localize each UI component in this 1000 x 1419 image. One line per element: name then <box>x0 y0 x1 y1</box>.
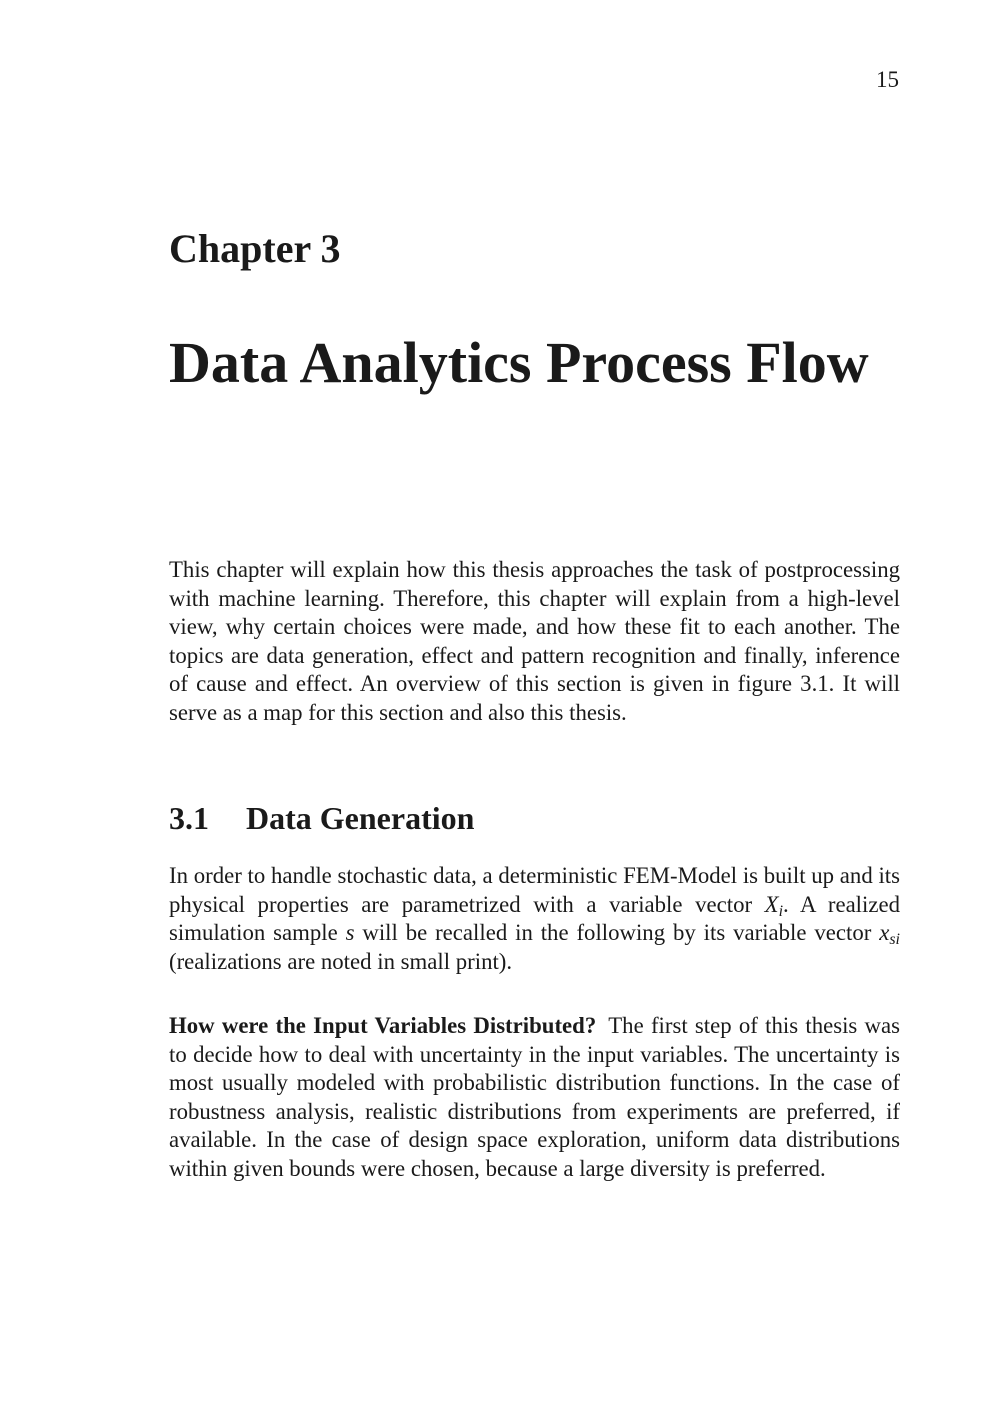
sample-s: s <box>345 920 355 946</box>
math-x: x <box>879 920 890 946</box>
para1-text-1: In order to handle stochastic data, a deterministic FEM-Model is built up and its physical properties are parametrized with a variable vector <box>169 863 900 917</box>
math-X: X <box>764 891 779 917</box>
run-in-heading: How were the Input Variables Distributed? <box>169 1013 597 1038</box>
variable-vector-X <box>764 891 784 920</box>
section-heading <box>169 798 474 838</box>
chapter-title: Data Analytics Process Flow <box>169 330 869 395</box>
para1-text-2: . A realized simulation sample <box>169 891 900 946</box>
para2-text: The first step of this thesis was to decide how to deal with uncertainty in the input variables. The uncertainty is most usually modeled with probabilistic distribution functions. In the case of robustness analysis, realistic distributions from experiments are preferred, if available. In the case of design space exploration, uniform data distributions within given bounds were chosen, because a large diversity is preferred. <box>169 1013 900 1181</box>
page-number: 15 <box>876 67 899 92</box>
variable-vector-x <box>879 920 900 949</box>
math-X-subscript: i <box>778 902 784 920</box>
para1-text-3: will be recalled in the following by its variable vector <box>354 920 880 946</box>
math-x-subscript: si <box>889 931 900 949</box>
section-title: Data Generation <box>246 800 475 836</box>
para1-text-4: (realizations are noted in small print). <box>169 948 513 974</box>
intro-paragraph: This chapter will explain how this thesis approaches the task of postprocessing with machine learning. Therefore, this chapter will explain from a high-level view, why certain choices were made, and how these fit to each another. The topics are data generation, effect and pattern recognition and finally, inference of cause and effect. An overview of this section is given in figure 3.1. It will serve as a map for this section and also this thesis. <box>169 557 900 725</box>
section-number: 3.1 <box>169 800 209 836</box>
section-paragraph-2 <box>169 1012 900 1184</box>
section-paragraph-1 <box>169 862 900 976</box>
chapter-label: Chapter 3 <box>169 226 341 271</box>
